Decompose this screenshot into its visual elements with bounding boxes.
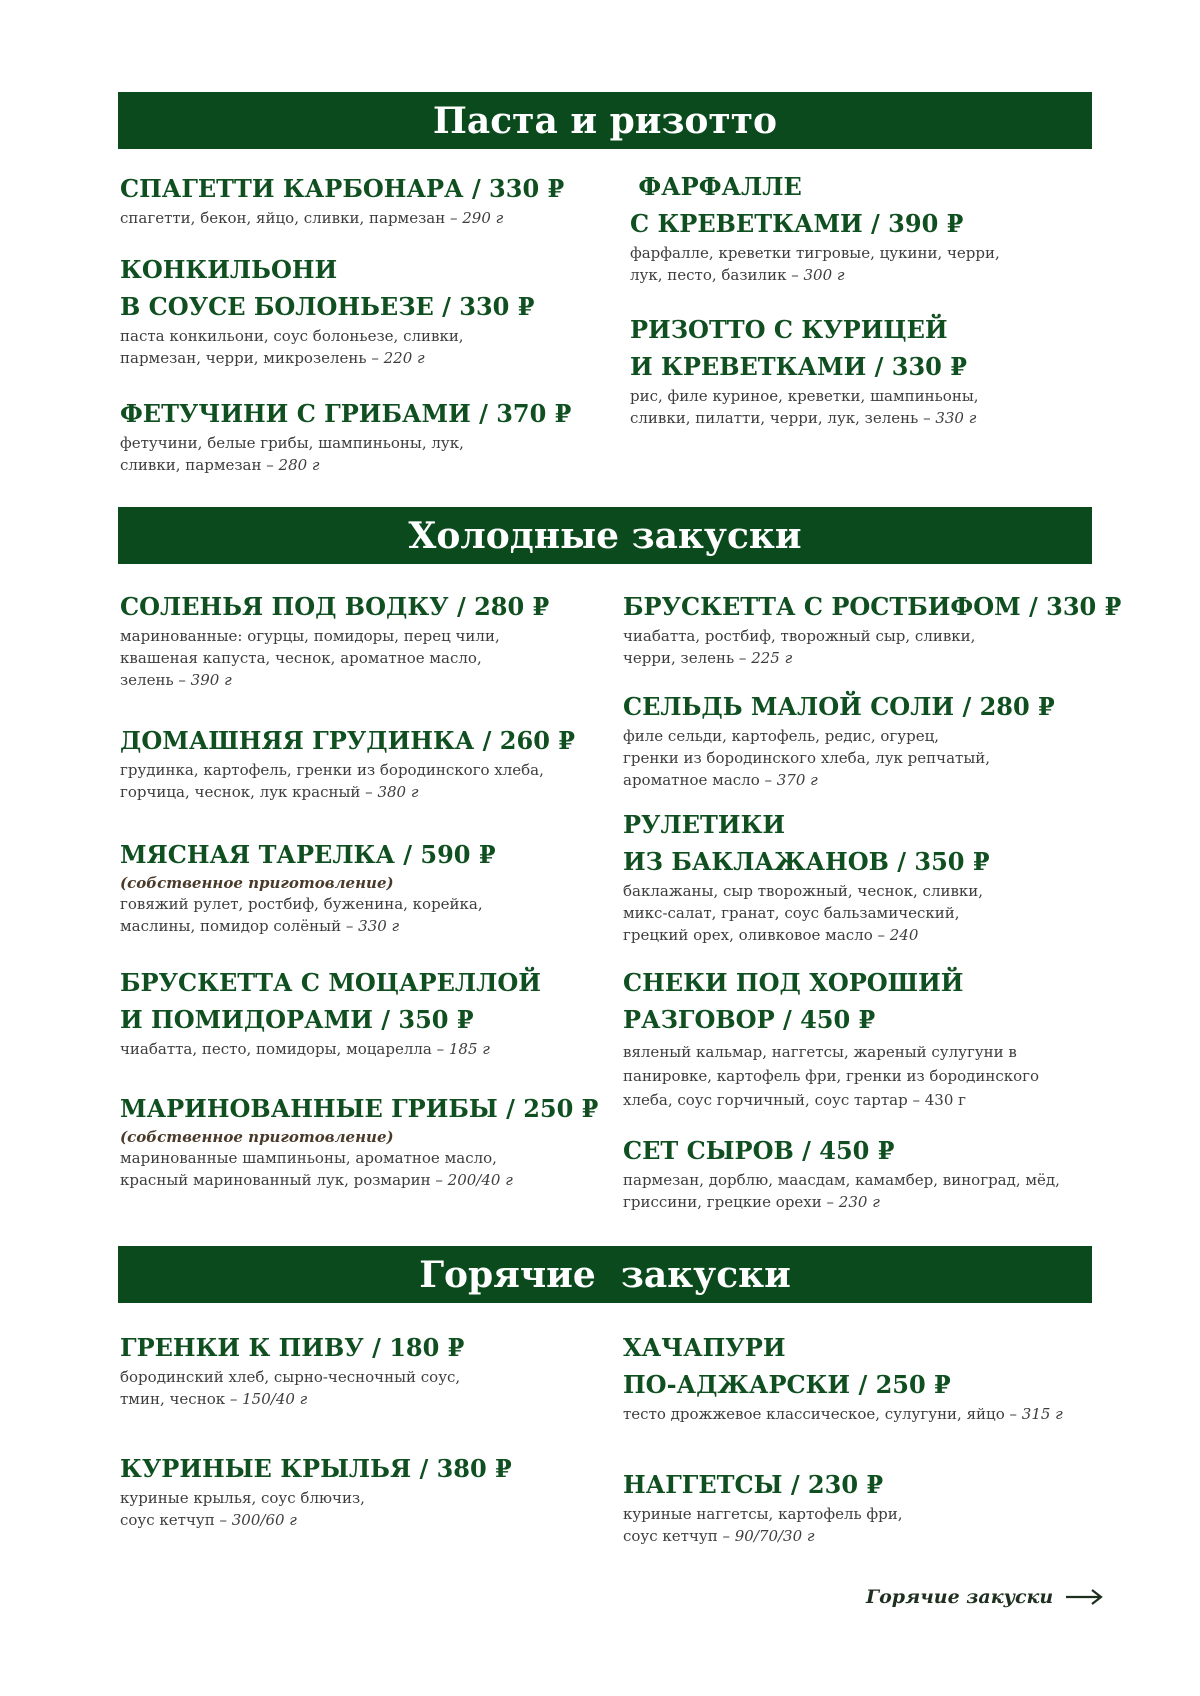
menu-item	[630, 168, 1000, 286]
dish-weight: 290 г	[462, 209, 504, 227]
dish-description: маринованные шампиньоны, ароматное масло, красный маринованный лук, розмарин – 200/40 г	[120, 1149, 513, 1189]
dish-weight: 230 г	[838, 1193, 880, 1211]
menu-item	[120, 964, 541, 1060]
dish-name: НАГГЕТСЫ / 230 ₽	[623, 1470, 884, 1499]
dish-weight: 280 г	[278, 456, 320, 474]
dish-name: РАЗГОВОР / 450 ₽	[623, 1005, 876, 1034]
dish-description: филе сельди, картофель, редис, огурец, гренки из бородинского хлеба, лук репчатый, ароматное масло – 370 г	[623, 727, 991, 789]
section-title: Паста и ризотто	[432, 99, 778, 142]
menu-item	[120, 170, 564, 229]
dish-name: СЕТ СЫРОВ / 450 ₽	[623, 1136, 895, 1165]
dish-weight: 370 г	[776, 771, 818, 789]
dish-description: грудинка, картофель, гренки из бородинского хлеба, горчица, чеснок, лук красный – 380 г	[120, 761, 544, 801]
dish-weight: 220 г	[383, 349, 425, 367]
dish-weight: 185 г	[448, 1040, 490, 1058]
menu-item	[623, 964, 1039, 1112]
dish-name: СНЕКИ ПОД ХОРОШИЙ	[623, 968, 964, 997]
dish-description: баклажаны, сыр творожный, чеснок, сливки, микс-салат, гранат, соус бальзамический, грецкий орех, оливковое масло – 240	[623, 882, 984, 944]
menu-item	[630, 311, 979, 429]
dish-description: чиабатта, песто, помидоры, моцарелла – 185 г	[120, 1040, 490, 1058]
section-header-hot-appetizers	[118, 1246, 1092, 1303]
section-title: Горячие закуски	[419, 1253, 791, 1296]
menu-item	[623, 1132, 1060, 1213]
dish-weight: 380 г	[377, 783, 419, 801]
dish-description: чиабатта, ростбиф, творожный сыр, сливки, черри, зелень – 225 г	[623, 627, 976, 667]
dish-weight: 330 г	[358, 917, 400, 935]
arrow-right-icon	[1065, 1588, 1103, 1606]
menu-item	[623, 688, 1055, 791]
dish-name: ИЗ БАКЛАЖАНОВ / 350 ₽	[623, 847, 990, 876]
menu-item	[120, 588, 549, 691]
dish-note: (собственное приготовление)	[120, 1128, 394, 1146]
dish-description: рис, филе куриное, креветки, шампиньоны, сливки, пилатти, черри, лук, зелень – 330 г	[630, 387, 979, 427]
dish-description: говяжий рулет, ростбиф, буженина, корейка, маслины, помидор солёный – 330 г	[120, 895, 483, 935]
section-header-cold-appetizers	[118, 507, 1092, 564]
dish-weight: 150/40 г	[242, 1390, 308, 1408]
menu-item	[120, 251, 534, 369]
dish-description: паста конкильони, соус болоньезе, сливки, пармезан, черри, микрозелень – 220 г	[120, 327, 464, 367]
dish-description: фетучини, белые грибы, шампиньоны, лук, сливки, пармезан – 280 г	[120, 434, 464, 474]
menu-item	[623, 588, 1121, 669]
dish-description: бородинский хлеб, сырно-чесночный соус, тмин, чеснок – 150/40 г	[120, 1368, 461, 1408]
dish-weight: 315 г	[1021, 1405, 1063, 1423]
menu-item	[623, 806, 990, 946]
dish-name: ФЕТУЧИНИ С ГРИБАМИ / 370 ₽	[120, 399, 572, 428]
menu-item	[120, 1329, 464, 1410]
dish-name: МЯСНАЯ ТАРЕЛКА / 590 ₽	[120, 840, 496, 869]
dish-weight: 300/60 г	[231, 1511, 297, 1529]
dish-weight: 200/40 г	[447, 1171, 513, 1189]
dish-name: ФАРФАЛЛЕ	[630, 172, 802, 201]
dish-name: БРУСКЕТТА С МОЦАРЕЛЛОЙ	[120, 968, 541, 997]
menu-item	[120, 722, 575, 803]
menu-item	[623, 1466, 903, 1547]
dish-name: РИЗОТТО С КУРИЦЕЙ	[630, 315, 948, 344]
next-page-label: Горячие закуски	[866, 1586, 1054, 1608]
dish-name: ХАЧАПУРИ	[623, 1333, 786, 1362]
dish-weight: 390 г	[190, 671, 232, 689]
menu-item	[120, 1090, 598, 1191]
dish-name: И ПОМИДОРАМИ / 350 ₽	[120, 1005, 474, 1034]
dish-description: куриные наггетсы, картофель фри, соус кетчуп – 90/70/30 г	[623, 1505, 903, 1545]
dish-description: спагетти, бекон, яйцо, сливки, пармезан – 290 г	[120, 209, 504, 227]
dish-description: пармезан, дорблю, маасдам, камамбер, виноград, мёд, гриссини, грецкие орехи – 230 г	[623, 1171, 1060, 1211]
dish-note: (собственное приготовление)	[120, 874, 394, 892]
dish-name: ГРЕНКИ К ПИВУ / 180 ₽	[120, 1333, 465, 1362]
dish-weight: 225 г	[751, 649, 793, 667]
next-page-link[interactable]	[866, 1582, 1103, 1612]
dish-name: И КРЕВЕТКАМИ / 330 ₽	[630, 352, 967, 381]
dish-name: С КРЕВЕТКАМИ / 390 ₽	[630, 209, 964, 238]
dish-name: МАРИНОВАННЫЕ ГРИБЫ / 250 ₽	[120, 1094, 599, 1123]
dish-weight: 90/70/30 г	[734, 1527, 815, 1545]
section-title: Холодные закуски	[408, 514, 802, 557]
dish-description: тесто дрожжевое классическое, сулугуни, яйцо – 315 г	[623, 1405, 1063, 1423]
dish-weight: 300 г	[803, 266, 845, 284]
dish-name: КОНКИЛЬОНИ	[120, 255, 338, 284]
menu-item	[623, 1329, 1063, 1425]
menu-item	[120, 1450, 512, 1531]
dish-name: СОЛЕНЬЯ ПОД ВОДКУ / 280 ₽	[120, 592, 550, 621]
dish-weight: 240	[889, 926, 919, 944]
dish-description: вяленый кальмар, наггетсы, жареный сулугуни в панировке, картофель фри, гренки из бородинского хлеба, соус горчичный, соус тартар – 430 г	[623, 1043, 1040, 1109]
section-header-pasta	[118, 92, 1092, 149]
dish-name: РУЛЕТИКИ	[623, 810, 786, 839]
dish-description: фарфалле, креветки тигровые, цукини, черри, лук, песто, базилик – 300 г	[630, 244, 1000, 284]
dish-weight: 330 г	[935, 409, 977, 427]
dish-name: ДОМАШНЯЯ ГРУДИНКА / 260 ₽	[120, 726, 575, 755]
dish-description: куриные крылья, соус блючиз, соус кетчуп – 300/60 г	[120, 1489, 365, 1529]
dish-name: СПАГЕТТИ КАРБОНАРА / 330 ₽	[120, 174, 565, 203]
dish-description: маринованные: огурцы, помидоры, перец чили, квашеная капуста, чеснок, ароматное масло, зелень – 390 г	[120, 627, 500, 689]
dish-name: В СОУСЕ БОЛОНЬЕЗЕ / 330 ₽	[120, 292, 535, 321]
dish-name: БРУСКЕТТА С РОСТБИФОМ / 330 ₽	[623, 592, 1122, 621]
menu-item	[120, 395, 571, 476]
dish-name: ПО-АДЖАРСКИ / 250 ₽	[623, 1370, 951, 1399]
dish-name: СЕЛЬДЬ МАЛОЙ СОЛИ / 280 ₽	[623, 692, 1055, 721]
menu-item	[120, 836, 496, 937]
dish-name: КУРИНЫЕ КРЫЛЬЯ / 380 ₽	[120, 1454, 512, 1483]
